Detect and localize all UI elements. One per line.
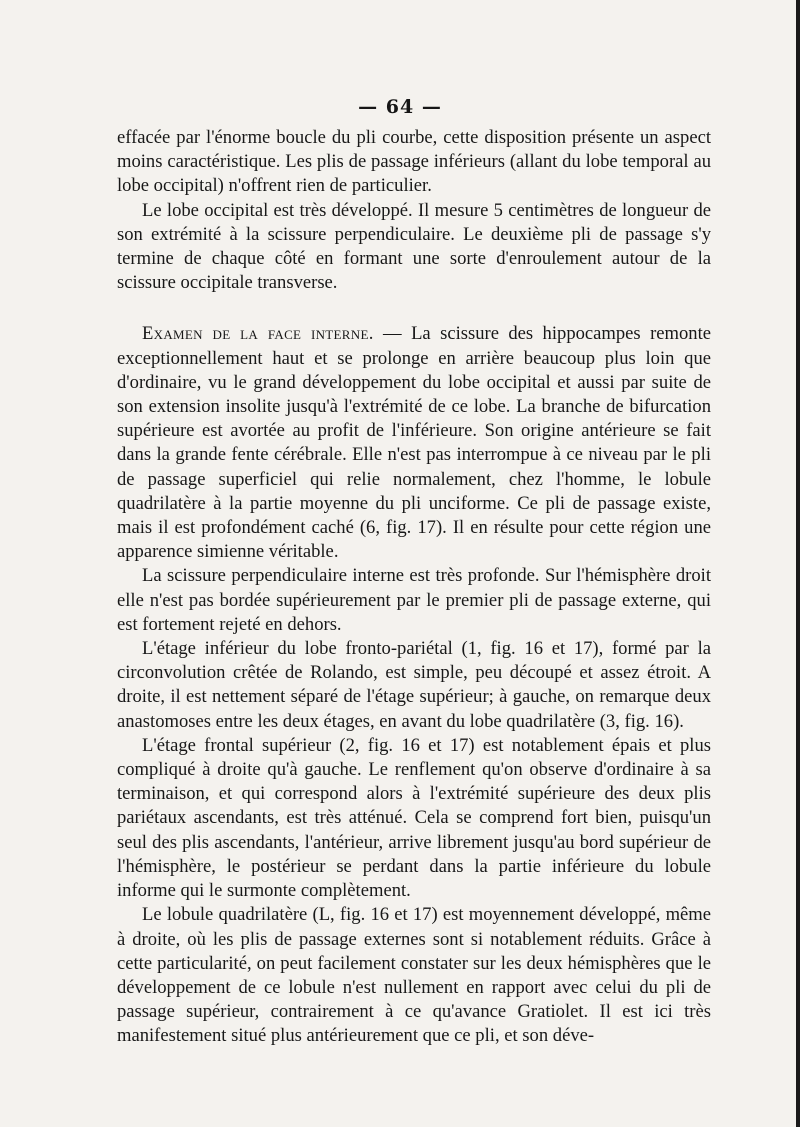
paragraph: Le lobe occipital est très développé. Il mesure 5 centimètres de longueur de son extrémité à la scissure perpendiculaire. Le deuxième pli de passage s'y termine de chaque côté en formant une sorte d'enroulement autour de la scissure occipitale transverse.: [117, 199, 711, 294]
paragraph: La scissure perpendiculaire interne est très profonde. Sur l'hémisphère droit elle n'est pas bordée supérieurement par le premier pli de passage externe, qui est fortement rejeté en dehors.: [117, 565, 711, 635]
section-text: La scissure des hippocampes remonte exceptionnellement haut et se prolonge en arrière beaucoup plus loin que d'ordinaire, vu le grand développement du lobe occipital et aussi par suite de son extension insolite jusqu'à l'extrémité de ce lobe. La branche de bifurcation supérieure est avortée au profit de l'inférieure. Son origine antérieure se fait dans la grande fente cérébrale. Elle n'est pas interrompue à ce niveau par le pli de passage superficiel qui relie normalement, chez l'homme, le lobule quadrilatère à la partie moyenne du pli unciforme. Ce pli de passage existe, mais il est profondément caché (6, fig. 17). Il en résulte pour cette région une apparence simienne véritable.: [117, 323, 711, 563]
section-paragraph: [117, 322, 711, 564]
paragraph: L'étage inférieur du lobe fronto-pariétal (1, fig. 16 et 17), formé par la circonvolution crêtée de Rolando, est simple, peu découpé et assez étroit. A droite, il est nettement séparé de l'étage supérieur; à gauche, on remarque deux anastomoses entre les deux étages, en avant du lobe quadrilatère (3, fig. 16).: [117, 638, 711, 732]
page-number: — 64 —: [358, 96, 442, 118]
paragraph: Le lobule quadrilatère (L, fig. 16 et 17) est moyennement développé, même à droite, où les plis de passage externes sont si notablement réduits. Grâce à cette particularité, on peut facilement constater sur les deux hémisphères que le développement de ce lobule n'est nullement en rapport avec celui du pli de passage supérieur, contrairement à ce qu'avance Gratiolet. Il est ici très manifestement situé plus antérieurement que ce pli, et son déve-: [117, 904, 711, 1047]
section-dash: —: [373, 323, 412, 345]
page-edge: [796, 0, 800, 1127]
body-text: [117, 126, 711, 1049]
paragraph: L'étage frontal supérieur (2, fig. 16 et 17) est notablement épais et plus compliqué à droite qu'à gauche. Le renflement qu'on observe d'ordinaire à sa terminaison, et qui correspond alors à l'extrémité supérieure des deux plis pariétaux ascendants, est très atténué. Cela se comprend fort bien, puisqu'un seul des plis ascendants, l'antérieur, arrive librement jusqu'au bord supérieur de l'hémisphère, le postérieur se perdant dans la partie inférieure du lobule informe qui le surmonte complètement.: [117, 734, 711, 902]
section-heading: Examen de la face interne.: [142, 323, 374, 345]
paragraph: effacée par l'énorme boucle du pli courbe, cette disposition présente un aspect moins caractéristique. Les plis de passage inférieurs (allant du lobe temporal au lobe occipital) n'offrent rien de particulier.: [117, 127, 711, 197]
section-spacer: [117, 295, 711, 322]
